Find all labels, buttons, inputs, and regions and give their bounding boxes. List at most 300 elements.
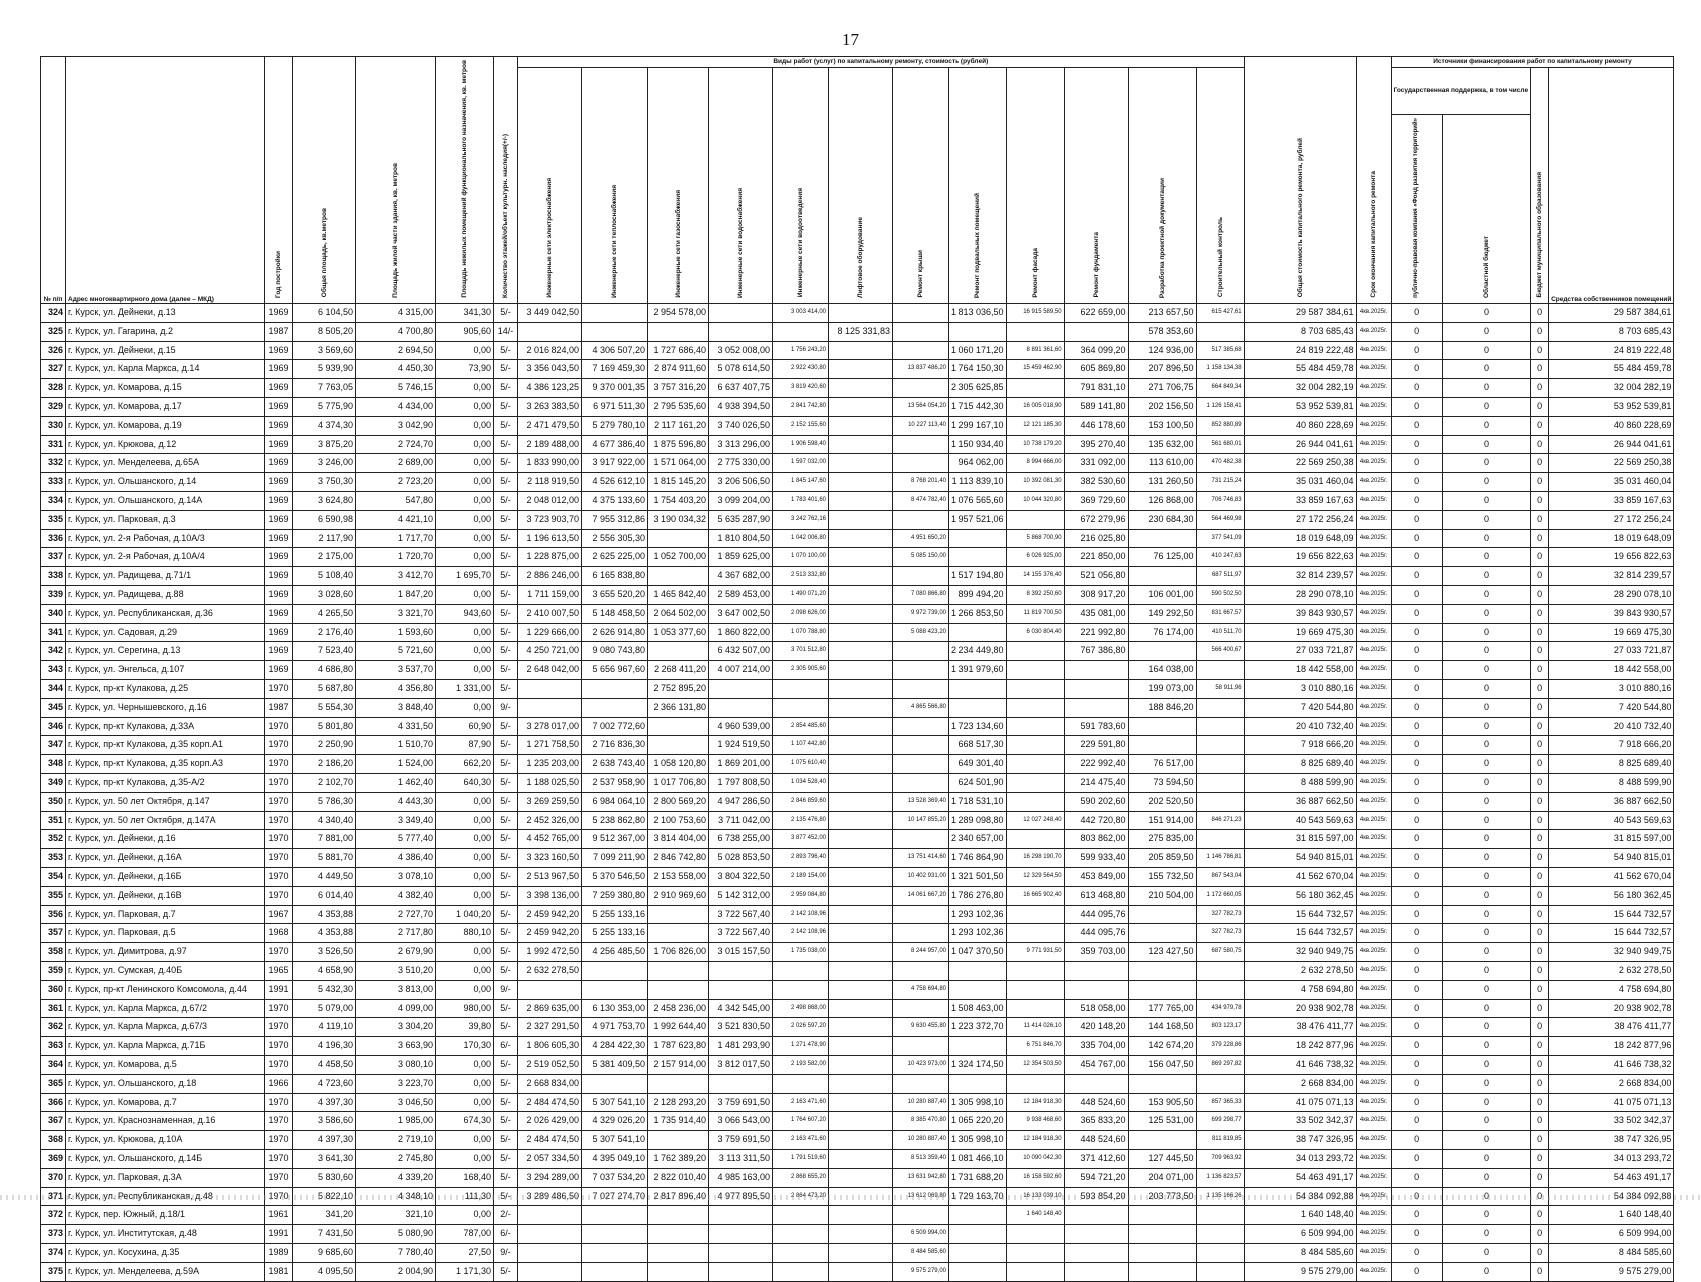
table-cell: 0	[1391, 1131, 1442, 1150]
table-cell: 8 994 666,00	[1006, 454, 1064, 473]
table-cell	[518, 698, 582, 717]
table-cell: 1 815 145,20	[648, 473, 709, 492]
table-cell: г. Курск, ул. 2-я Рабочая, д.10А/4	[66, 548, 265, 567]
table-cell	[1196, 830, 1244, 849]
table-cell: 1970	[265, 774, 293, 793]
table-cell: 9 512 367,00	[582, 830, 648, 849]
table-cell: 87,90	[436, 736, 494, 755]
table-cell: 1970	[265, 1131, 293, 1150]
table-cell: 3 641,30	[293, 1149, 356, 1168]
table-cell: 4кв.2025г.	[1356, 492, 1391, 511]
table-cell: 5 238 862,80	[582, 811, 648, 830]
table-cell: 0,00	[436, 529, 494, 548]
col-floors-header: Количество этажей/объект культурн. наследия(+/-)	[494, 57, 518, 304]
table-cell: 4кв.2025г.	[1356, 604, 1391, 623]
table-cell: 3 804 322,50	[709, 868, 773, 887]
table-cell: 35 031 460,04	[1549, 473, 1674, 492]
table-cell: 599 933,40	[1064, 849, 1128, 868]
table-cell: 7 523,40	[293, 642, 356, 661]
table-cell: 10 227 113,40	[893, 416, 949, 435]
table-cell: 0	[1442, 868, 1530, 887]
table-cell: 26 944 041,61	[1549, 435, 1674, 454]
table-cell: 1 465 842,40	[648, 586, 709, 605]
table-cell: 0	[1442, 454, 1530, 473]
table-cell	[829, 980, 893, 999]
table-cell: 230 684,30	[1128, 510, 1196, 529]
table-cell: 271 706,75	[1128, 379, 1196, 398]
table-cell: 168,40	[436, 1168, 494, 1187]
table-cell	[773, 980, 829, 999]
table-row	[41, 1131, 1674, 1150]
table-cell: 3 569,60	[293, 341, 356, 360]
table-cell	[829, 1018, 893, 1037]
table-row	[41, 1055, 1674, 1074]
table-cell: 22 569 250,38	[1244, 454, 1356, 473]
table-cell: 4кв.2025г.	[1356, 567, 1391, 586]
table-cell: 593 854,20	[1064, 1187, 1128, 1206]
table-cell: 4 971 753,70	[582, 1018, 648, 1037]
table-row	[41, 360, 1674, 379]
table-cell: 4 723,60	[293, 1074, 356, 1093]
table-cell	[829, 1074, 893, 1093]
table-cell: 2 153 558,00	[648, 868, 709, 887]
table-cell: 1991	[265, 980, 293, 999]
table-cell: 9 685,60	[293, 1243, 356, 1262]
table-cell: 1 289 098,80	[949, 811, 1007, 830]
table-cell: 1970	[265, 1149, 293, 1168]
table-cell: 1 034 528,40	[773, 774, 829, 793]
table-cell: 13 528 369,40	[893, 792, 949, 811]
table-cell	[648, 924, 709, 943]
table-cell: 40 860 228,69	[1244, 416, 1356, 435]
table-cell: 5/-	[494, 792, 518, 811]
table-cell: 0	[1391, 924, 1442, 943]
table-cell: 2 795 535,60	[648, 398, 709, 417]
table-cell: 8 768 201,40	[893, 473, 949, 492]
table-cell: 216 025,80	[1064, 529, 1128, 548]
table-cell: 5/-	[494, 548, 518, 567]
table-cell: 2 128 293,20	[648, 1093, 709, 1112]
table-cell: 5/-	[494, 1055, 518, 1074]
table-cell	[1196, 661, 1244, 680]
table-cell: 332	[41, 454, 66, 473]
table-cell: 7 080 866,80	[893, 586, 949, 605]
table-cell: 199 073,00	[1128, 680, 1196, 699]
table-cell: 0	[1391, 304, 1442, 323]
table-cell: 1 271 478,90	[773, 1037, 829, 1056]
table-cell: 14 061 667,20	[893, 886, 949, 905]
table-cell: 1 266 853,50	[949, 604, 1007, 623]
table-cell: 379 228,86	[1196, 1037, 1244, 1056]
table-cell	[949, 548, 1007, 567]
table-cell	[773, 680, 829, 699]
table-cell: 0	[1531, 905, 1549, 924]
table-cell: 5 080,90	[356, 1225, 436, 1244]
table-cell: 4кв.2025г.	[1356, 886, 1391, 905]
table-cell: 4кв.2025г.	[1356, 304, 1391, 323]
table-cell: 0	[1442, 980, 1530, 999]
table-cell: 73,90	[436, 360, 494, 379]
table-cell: 0	[1391, 868, 1442, 887]
table-cell: 1969	[265, 379, 293, 398]
table-cell: 5/-	[494, 604, 518, 623]
table-cell: 0	[1391, 623, 1442, 642]
table-cell	[829, 623, 893, 642]
table-cell: 149 292,50	[1128, 604, 1196, 623]
table-cell: 2 064 502,00	[648, 604, 709, 623]
table-cell: 5 279 780,10	[582, 416, 648, 435]
table-cell: 9/-	[494, 698, 518, 717]
table-cell: 2 854 485,60	[773, 717, 829, 736]
table-cell	[829, 1243, 893, 1262]
table-cell: 1970	[265, 830, 293, 849]
table-cell: 0	[1442, 698, 1530, 717]
table-cell: 5 142 312,00	[709, 886, 773, 905]
table-cell: 0	[1442, 736, 1530, 755]
table-cell: 3 066 543,00	[709, 1112, 773, 1131]
table-cell: 0	[1442, 924, 1530, 943]
table-cell: 0	[1391, 680, 1442, 699]
table-cell: 0	[1391, 905, 1442, 924]
table-cell	[949, 680, 1007, 699]
table-cell: г. Курск, ул. Институтская, д.48	[66, 1225, 265, 1244]
col-supervision-header: Строительный контроль	[1196, 68, 1244, 304]
table-cell	[773, 698, 829, 717]
table-cell: 4кв.2025г.	[1356, 1055, 1391, 1074]
table-cell	[949, 698, 1007, 717]
table-cell	[829, 379, 893, 398]
table-cell: 22 569 250,38	[1549, 454, 1674, 473]
table-cell: 331	[41, 435, 66, 454]
table-cell: 649 301,40	[949, 755, 1007, 774]
table-cell: 113 610,00	[1128, 454, 1196, 473]
table-cell: 3 246,00	[293, 454, 356, 473]
table-cell: 664 849,34	[1196, 379, 1244, 398]
table-cell: 1 786 276,80	[949, 886, 1007, 905]
table-cell: 0	[1442, 1037, 1530, 1056]
table-cell: 846 271,23	[1196, 811, 1244, 830]
table-cell: 2 118 919,50	[518, 473, 582, 492]
table-cell	[893, 322, 949, 341]
table-cell: 1 720,70	[356, 548, 436, 567]
table-cell: 5/-	[494, 1074, 518, 1093]
table-cell: 547,80	[356, 492, 436, 511]
table-cell: 1 172 660,05	[1196, 886, 1244, 905]
table-cell: 589 141,80	[1064, 398, 1128, 417]
table-cell: 213 657,50	[1128, 304, 1196, 323]
table-cell	[1064, 1243, 1128, 1262]
table-cell: 0	[1442, 999, 1530, 1018]
table-cell	[1006, 980, 1064, 999]
table-cell: 34 013 293,72	[1549, 1149, 1674, 1168]
table-cell: 0,00	[436, 886, 494, 905]
table-cell: г. Курск, ул. Крюкова, д.12	[66, 435, 265, 454]
table-row	[41, 1037, 1674, 1056]
table-cell: 10 090 042,30	[1006, 1149, 1064, 1168]
table-cell	[1006, 1243, 1064, 1262]
table-cell	[829, 680, 893, 699]
table-cell: 3 812 017,50	[709, 1055, 773, 1074]
table-cell: 338	[41, 567, 66, 586]
table-cell: 1 229 666,00	[518, 623, 582, 642]
table-cell: 125 531,00	[1128, 1112, 1196, 1131]
table-cell: 0	[1442, 1112, 1530, 1131]
table-cell: 0,00	[436, 1131, 494, 1150]
table-cell: 1 150 934,40	[949, 435, 1007, 454]
table-cell	[1128, 736, 1196, 755]
table-cell: 1 053 377,60	[648, 623, 709, 642]
table-cell	[1006, 755, 1064, 774]
table-cell: 7 099 211,90	[582, 849, 648, 868]
table-cell: 787,00	[436, 1225, 494, 1244]
table-cell: 1 859 625,00	[709, 548, 773, 567]
table-cell: 35 031 460,04	[1244, 473, 1356, 492]
table-cell: 2 537 958,90	[582, 774, 648, 793]
table-cell: 1 727 686,40	[648, 341, 709, 360]
table-cell: 188 846,20	[1128, 698, 1196, 717]
table-cell: 1 833 990,00	[518, 454, 582, 473]
table-cell: 2 117,90	[293, 529, 356, 548]
table-row	[41, 435, 1674, 454]
table-cell: 1970	[265, 792, 293, 811]
table-cell: 4 353,88	[293, 905, 356, 924]
page-number: 17	[842, 30, 859, 49]
table-cell: 4кв.2025г.	[1356, 623, 1391, 642]
table-cell: 6 509 994,00	[1244, 1225, 1356, 1244]
col-regional-header: Областной бюджет	[1442, 114, 1530, 303]
table-cell	[893, 905, 949, 924]
table-cell: 0,00	[436, 510, 494, 529]
table-cell	[893, 924, 949, 943]
table-cell	[829, 473, 893, 492]
table-cell: 373	[41, 1225, 66, 1244]
table-cell: г. Курск, пр-кт Кулакова, д.35 корп.А1	[66, 736, 265, 755]
table-cell	[1064, 1225, 1128, 1244]
table-cell: 7 002 772,60	[582, 717, 648, 736]
table-cell	[829, 886, 893, 905]
table-cell: 0	[1391, 980, 1442, 999]
table-cell: 566 400,67	[1196, 642, 1244, 661]
table-cell: 1969	[265, 529, 293, 548]
table-cell: 1969	[265, 454, 293, 473]
table-cell: 54 940 815,01	[1549, 849, 1674, 868]
table-cell: 0,00	[436, 341, 494, 360]
table-cell	[1006, 924, 1064, 943]
table-cell: 0,00	[436, 435, 494, 454]
table-cell: 4 306 507,20	[582, 341, 648, 360]
table-cell: 29 587 384,61	[1244, 304, 1356, 323]
table-cell: 32 940 949,75	[1244, 943, 1356, 962]
table-cell: 1970	[265, 849, 293, 868]
table-cell: 4кв.2025г.	[1356, 661, 1391, 680]
table-cell: 591 783,60	[1064, 717, 1128, 736]
table-cell: г. Курск, ул. Гагарина, д.2	[66, 322, 265, 341]
table-cell: 1 017 706,80	[648, 774, 709, 793]
table-cell: 0	[1531, 304, 1549, 323]
table-cell: 3 289 486,50	[518, 1187, 582, 1206]
table-cell: 325	[41, 322, 66, 341]
table-cell: г. Курск, ул. Комарова, д.19	[66, 416, 265, 435]
table-cell	[1006, 961, 1064, 980]
table-cell: 1970	[265, 1093, 293, 1112]
table-cell: 221 850,00	[1064, 548, 1128, 567]
table-cell	[949, 980, 1007, 999]
table-cell: г. Курск, ул. Парковая, д.3	[66, 510, 265, 529]
table-cell: 4 386 123,25	[518, 379, 582, 398]
table-cell: 18 242 877,96	[1549, 1037, 1674, 1056]
table-cell: 2 519 052,50	[518, 1055, 582, 1074]
table-cell	[1006, 1074, 1064, 1093]
table-cell: 341,30	[436, 304, 494, 323]
table-cell: 1 196 613,50	[518, 529, 582, 548]
table-cell: 687 511,97	[1196, 567, 1244, 586]
table-cell: 33 502 342,37	[1549, 1112, 1674, 1131]
table-row	[41, 1168, 1674, 1187]
table-cell: 0	[1531, 1131, 1549, 1150]
table-cell	[582, 304, 648, 323]
table-cell: 20 938 902,78	[1549, 999, 1674, 1018]
table-cell	[648, 1225, 709, 1244]
table-row	[41, 604, 1674, 623]
table-cell: 0	[1531, 811, 1549, 830]
table-cell: 1 754 403,20	[648, 492, 709, 511]
table-cell: 0	[1531, 341, 1549, 360]
table-cell: 142 674,20	[1128, 1037, 1196, 1056]
table-cell: 2 484 474,50	[518, 1131, 582, 1150]
table-cell: 1 081 466,10	[949, 1149, 1007, 1168]
table-cell: 0	[1442, 379, 1530, 398]
table-cell: 1 047 370,50	[949, 943, 1007, 962]
table-cell: 0	[1391, 886, 1442, 905]
table-cell	[582, 1243, 648, 1262]
table-cell: 2 556 305,30	[582, 529, 648, 548]
table-cell: 4 395 049,10	[582, 1149, 648, 1168]
table-cell: г. Курск, ул. Комарова, д.15	[66, 379, 265, 398]
table-cell: 5 635 287,90	[709, 510, 773, 529]
col-design-docs-header: Разработка проектной документации	[1128, 68, 1196, 304]
table-row	[41, 1225, 1674, 1244]
table-cell: 3 269 259,50	[518, 792, 582, 811]
table-cell	[829, 698, 893, 717]
table-cell: 0	[1442, 360, 1530, 379]
table-cell: 2 193 582,00	[773, 1055, 829, 1074]
table-cell: 1970	[265, 717, 293, 736]
table-cell	[582, 322, 648, 341]
table-cell: 4кв.2025г.	[1356, 1149, 1391, 1168]
table-cell: 1 735 914,40	[648, 1112, 709, 1131]
table-cell: 1970	[265, 886, 293, 905]
col-address-header: Адрес многоквартирного дома (далее – МКД)	[66, 57, 265, 304]
table-cell: 0,00	[436, 1093, 494, 1112]
table-cell: 351	[41, 811, 66, 830]
table-cell: 26 944 041,61	[1244, 435, 1356, 454]
table-cell: 4кв.2025г.	[1356, 510, 1391, 529]
table-cell: 4кв.2025г.	[1356, 999, 1391, 1018]
table-cell: 1 158 134,38	[1196, 360, 1244, 379]
table-cell: 0	[1442, 473, 1530, 492]
table-cell	[893, 379, 949, 398]
table-cell: г. Курск, ул. Радищева, д.71/1	[66, 567, 265, 586]
table-cell: 4кв.2025г.	[1356, 1018, 1391, 1037]
table-cell: 4 353,88	[293, 924, 356, 943]
table-cell: 518 058,00	[1064, 999, 1128, 1018]
table-cell	[1128, 1206, 1196, 1225]
table-cell: 2 004,90	[356, 1262, 436, 1281]
table-cell: 0,00	[436, 416, 494, 435]
table-cell: 0	[1442, 1168, 1530, 1187]
table-cell: 16 665 902,40	[1006, 886, 1064, 905]
table-cell: 7 169 459,30	[582, 360, 648, 379]
table-cell: 0	[1531, 755, 1549, 774]
table-cell	[893, 1037, 949, 1056]
table-cell: 9 370 001,35	[582, 379, 648, 398]
table-cell: 1969	[265, 510, 293, 529]
table-cell: 4кв.2025г.	[1356, 736, 1391, 755]
table-cell: 1969	[265, 623, 293, 642]
table-cell: 7 955 312,86	[582, 510, 648, 529]
table-cell: 1 711 159,00	[518, 586, 582, 605]
table-cell: г. Курск, ул. Ольшанского, д.14А	[66, 492, 265, 511]
table-cell: 3 814 404,00	[648, 830, 709, 849]
table-cell	[1196, 755, 1244, 774]
table-cell: 905,60	[436, 322, 494, 341]
table-cell	[893, 510, 949, 529]
table-cell: 18 019 648,09	[1244, 529, 1356, 548]
table-cell: 1 107 442,80	[773, 736, 829, 755]
table-cell	[829, 924, 893, 943]
table-cell: 2 135 476,80	[773, 811, 829, 830]
table-cell: 0	[1391, 1225, 1442, 1244]
table-cell: 7 763,05	[293, 379, 356, 398]
table-cell: 366	[41, 1093, 66, 1112]
table-cell: 5/-	[494, 341, 518, 360]
table-cell: 7 918 666,20	[1244, 736, 1356, 755]
table-cell: 1969	[265, 492, 293, 511]
table-cell: 8 513 359,40	[893, 1149, 949, 1168]
table-cell	[709, 322, 773, 341]
table-cell: 1 723 134,60	[949, 717, 1007, 736]
table-cell: 53 952 539,81	[1244, 398, 1356, 417]
table-row	[41, 1112, 1674, 1131]
table-cell: 8 385 470,80	[893, 1112, 949, 1131]
table-cell	[648, 567, 709, 586]
table-cell: 8 825 689,40	[1244, 755, 1356, 774]
table-cell	[518, 1225, 582, 1244]
table-cell: 2 366 131,80	[648, 698, 709, 717]
table-cell: 0	[1442, 604, 1530, 623]
table-cell: 0,00	[436, 642, 494, 661]
table-cell: 327	[41, 360, 66, 379]
table-cell: 1970	[265, 943, 293, 962]
table-cell: 4кв.2025г.	[1356, 473, 1391, 492]
table-cell	[949, 1074, 1007, 1093]
table-cell: г. Курск, ул. Краснознаменная, д.16	[66, 1112, 265, 1131]
table-cell: 4кв.2025г.	[1356, 1112, 1391, 1131]
table-cell: 1987	[265, 698, 293, 717]
table-cell	[1196, 322, 1244, 341]
table-cell: 0	[1442, 905, 1530, 924]
table-cell	[1128, 961, 1196, 980]
table-cell: 5/-	[494, 736, 518, 755]
table-cell: 613 468,80	[1064, 886, 1128, 905]
table-cell: 0	[1391, 548, 1442, 567]
table-cell	[1064, 1262, 1128, 1281]
table-cell	[1196, 1262, 1244, 1281]
table-cell: г. Курск, ул. Дейнеки, д.16Б	[66, 868, 265, 887]
table-cell: 368	[41, 1131, 66, 1150]
table-cell	[949, 1037, 1007, 1056]
table-cell: 0	[1531, 567, 1549, 586]
